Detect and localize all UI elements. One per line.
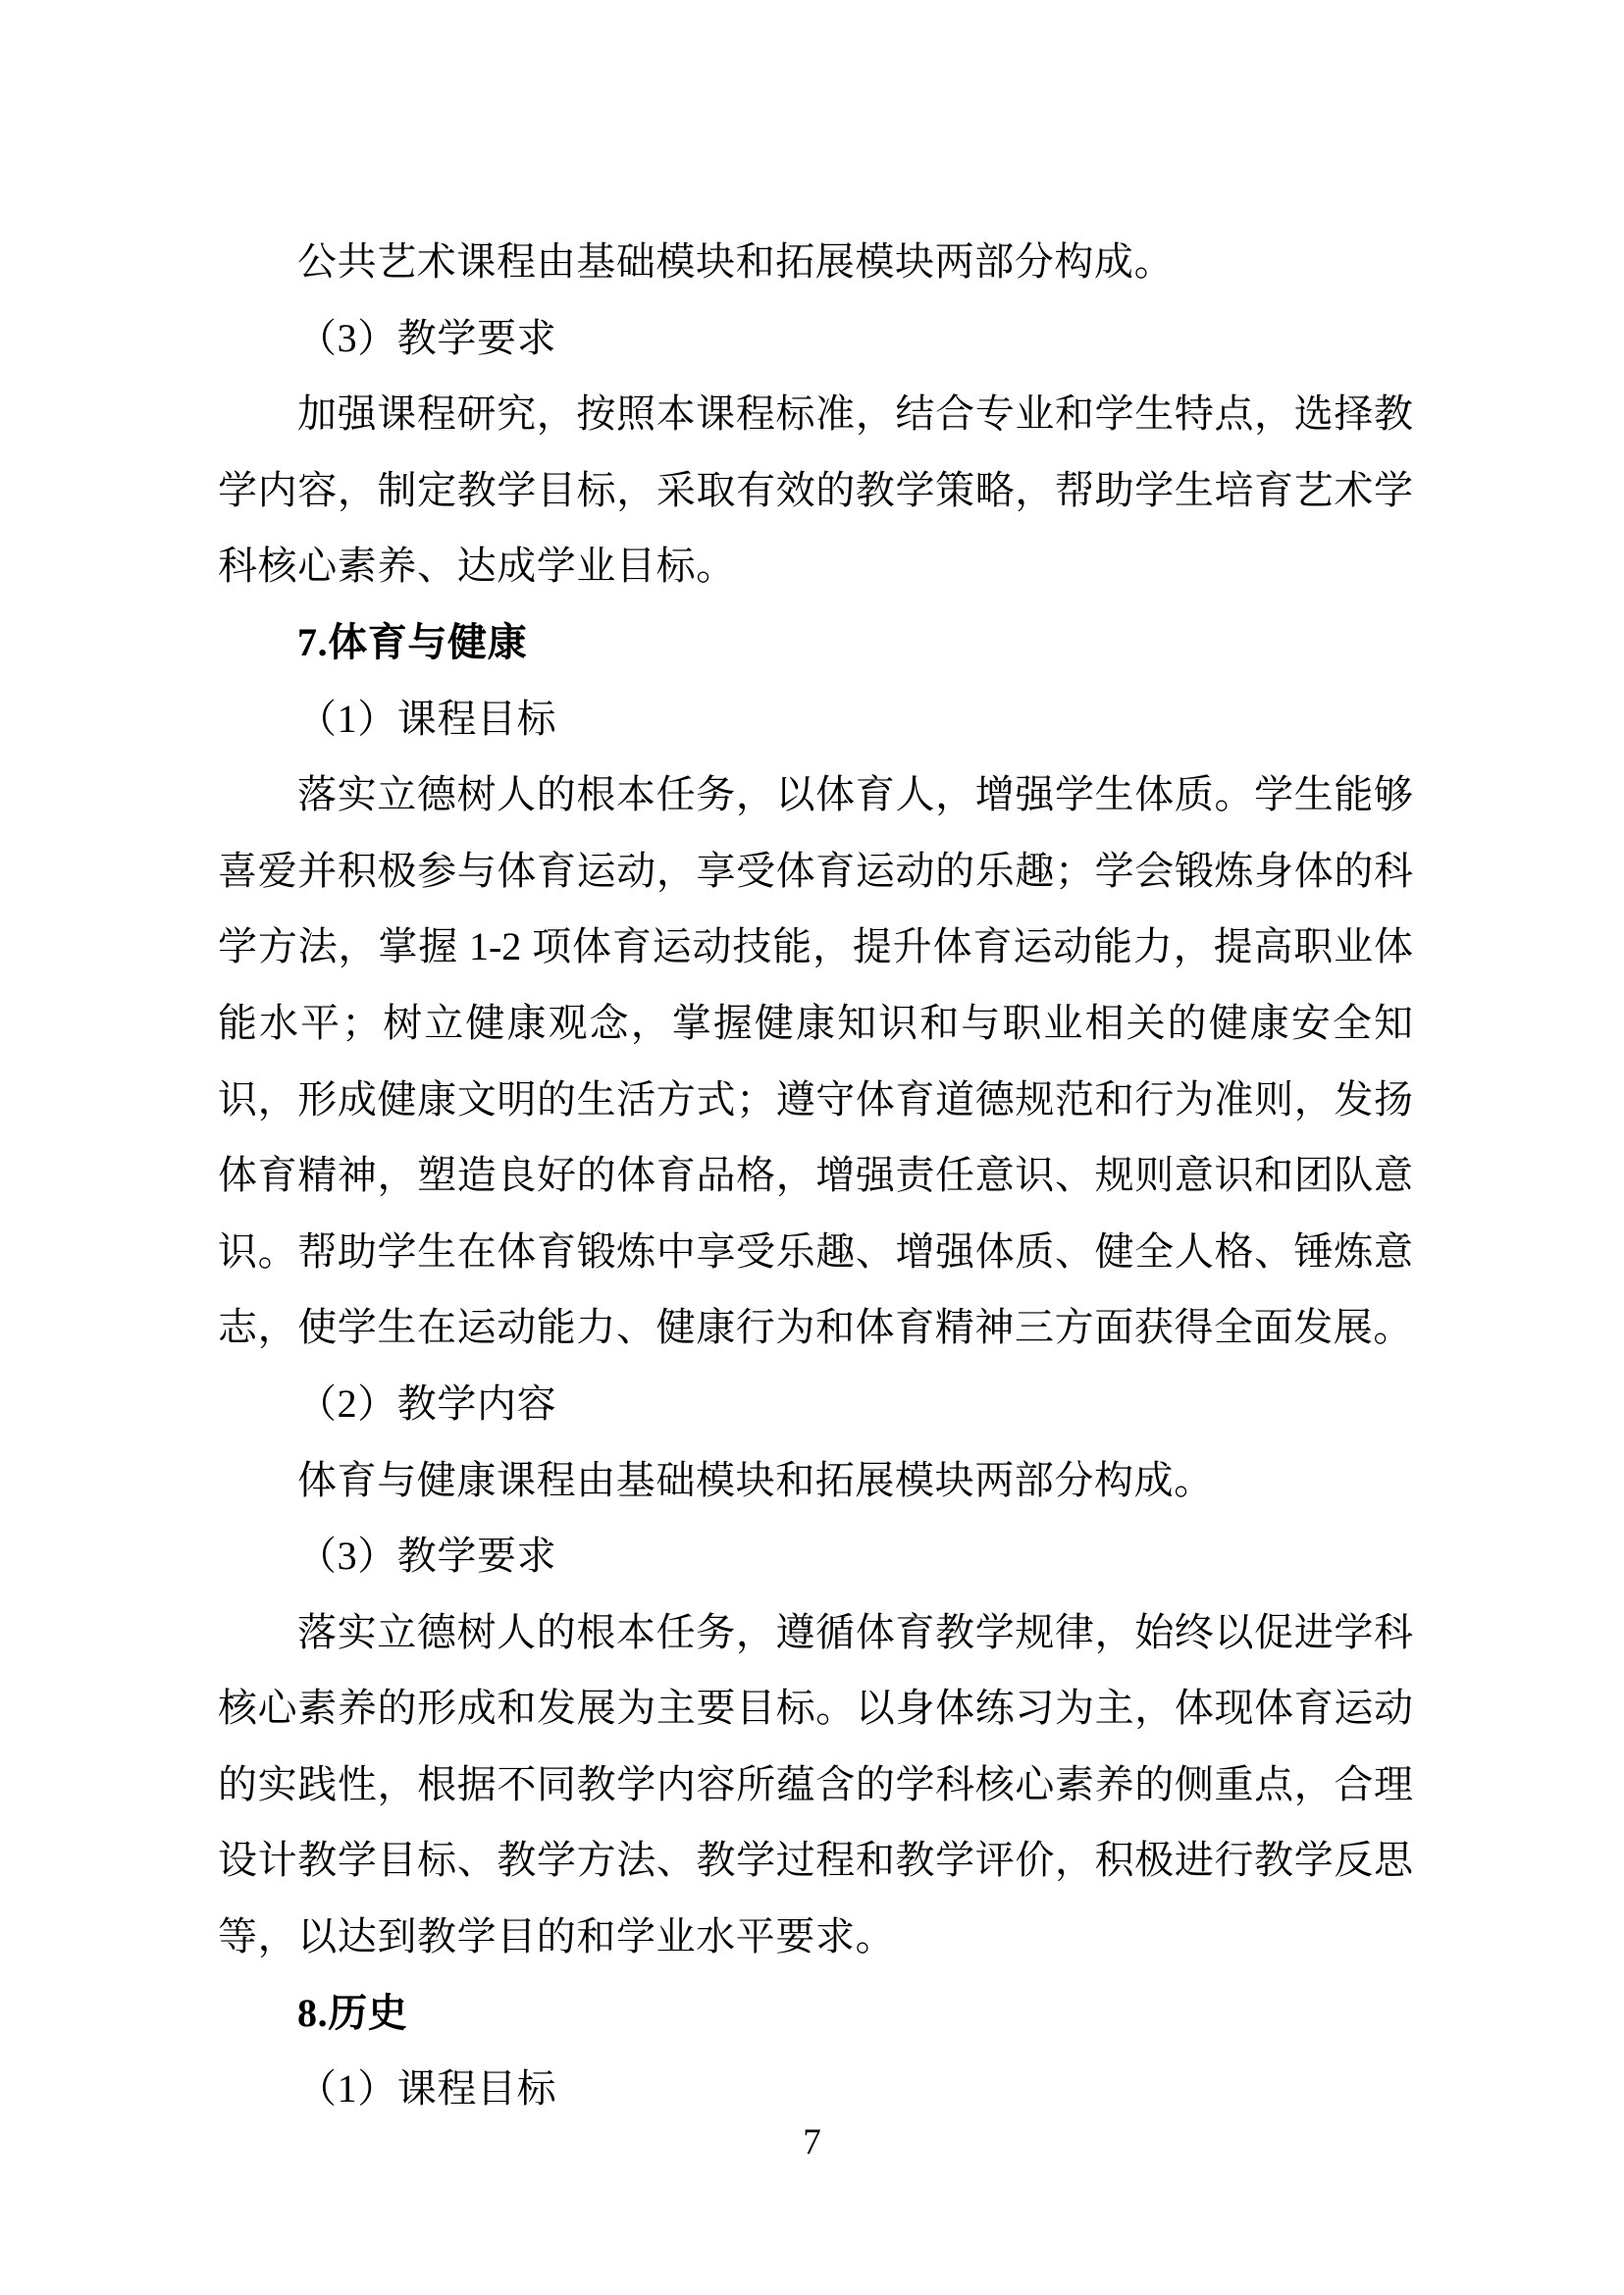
section-heading-8-history: 8.历史	[297, 1990, 408, 2035]
text-line: 能水平；树立健康观念，掌握健康知识和与职业相关的健康安全知	[218, 1000, 1413, 1045]
subheading-3-teaching-req: （3）教学要求	[297, 1534, 557, 1579]
text-line: 加强课程研究，按照本课程标准，结合专业和学生特点，选择教	[297, 391, 1413, 437]
text-line: 体育与健康课程由基础模块和拓展模块两部分构成。	[297, 1457, 1214, 1502]
text-line: 核心素养的形成和发展为主要目标。以身体练习为主，体现体育运动	[218, 1686, 1413, 1731]
subheading-1-course-goals: （1）课程目标	[297, 696, 557, 741]
text-line: 的实践性，根据不同教学内容所蕴含的学科核心素养的侧重点，合理	[218, 1761, 1413, 1806]
text-line: 识。帮助学生在体育锻炼中享受乐趣、增强体质、健全人格、锤炼意	[218, 1228, 1413, 1274]
subheading-1-course-goals: （1）课程目标	[297, 2066, 557, 2112]
text-line: 落实立德树人的根本任务，以体育人，增强学生体质。学生能够	[297, 772, 1413, 817]
text-line: 志，使学生在运动能力、健康行为和体育精神三方面获得全面发展。	[218, 1305, 1413, 1350]
section-heading-7-pe-health: 7.体育与健康	[297, 619, 528, 664]
text-line: 学内容，制定教学目标，采取有效的教学策略，帮助学生培育艺术学	[218, 467, 1413, 512]
subheading-3-teaching-req: （3）教学要求	[297, 315, 557, 360]
text-line: 体育精神，塑造良好的体育品格，增强责任意识、规则意识和团队意	[218, 1153, 1413, 1198]
text-line: 设计教学目标、教学方法、教学过程和教学评价，积极进行教学反思	[218, 1838, 1413, 1883]
subheading-2-teaching-content: （2）教学内容	[297, 1381, 557, 1426]
text-line: 喜爱并积极参与体育运动，享受体育运动的乐趣；学会锻炼身体的科	[218, 848, 1413, 893]
text-line: 科核心素养、达成学业目标。	[218, 544, 736, 589]
text-line: 等，以达到教学目的和学业水平要求。	[218, 1914, 896, 1959]
text-line: 识，形成健康文明的生活方式；遵守体育道德规范和行为准则，发扬	[218, 1076, 1413, 1121]
text-line: 公共艺术课程由基础模块和拓展模块两部分构成。	[297, 239, 1175, 284]
text-line: 学方法，掌握 1-2 项体育运动技能，提升体育运动能力，提高职业体	[218, 924, 1413, 969]
text-line: 落实立德树人的根本任务，遵循体育教学规律，始终以促进学科	[297, 1609, 1413, 1654]
page-number: 7	[803, 2122, 821, 2163]
document-body	[218, 224, 1413, 2127]
